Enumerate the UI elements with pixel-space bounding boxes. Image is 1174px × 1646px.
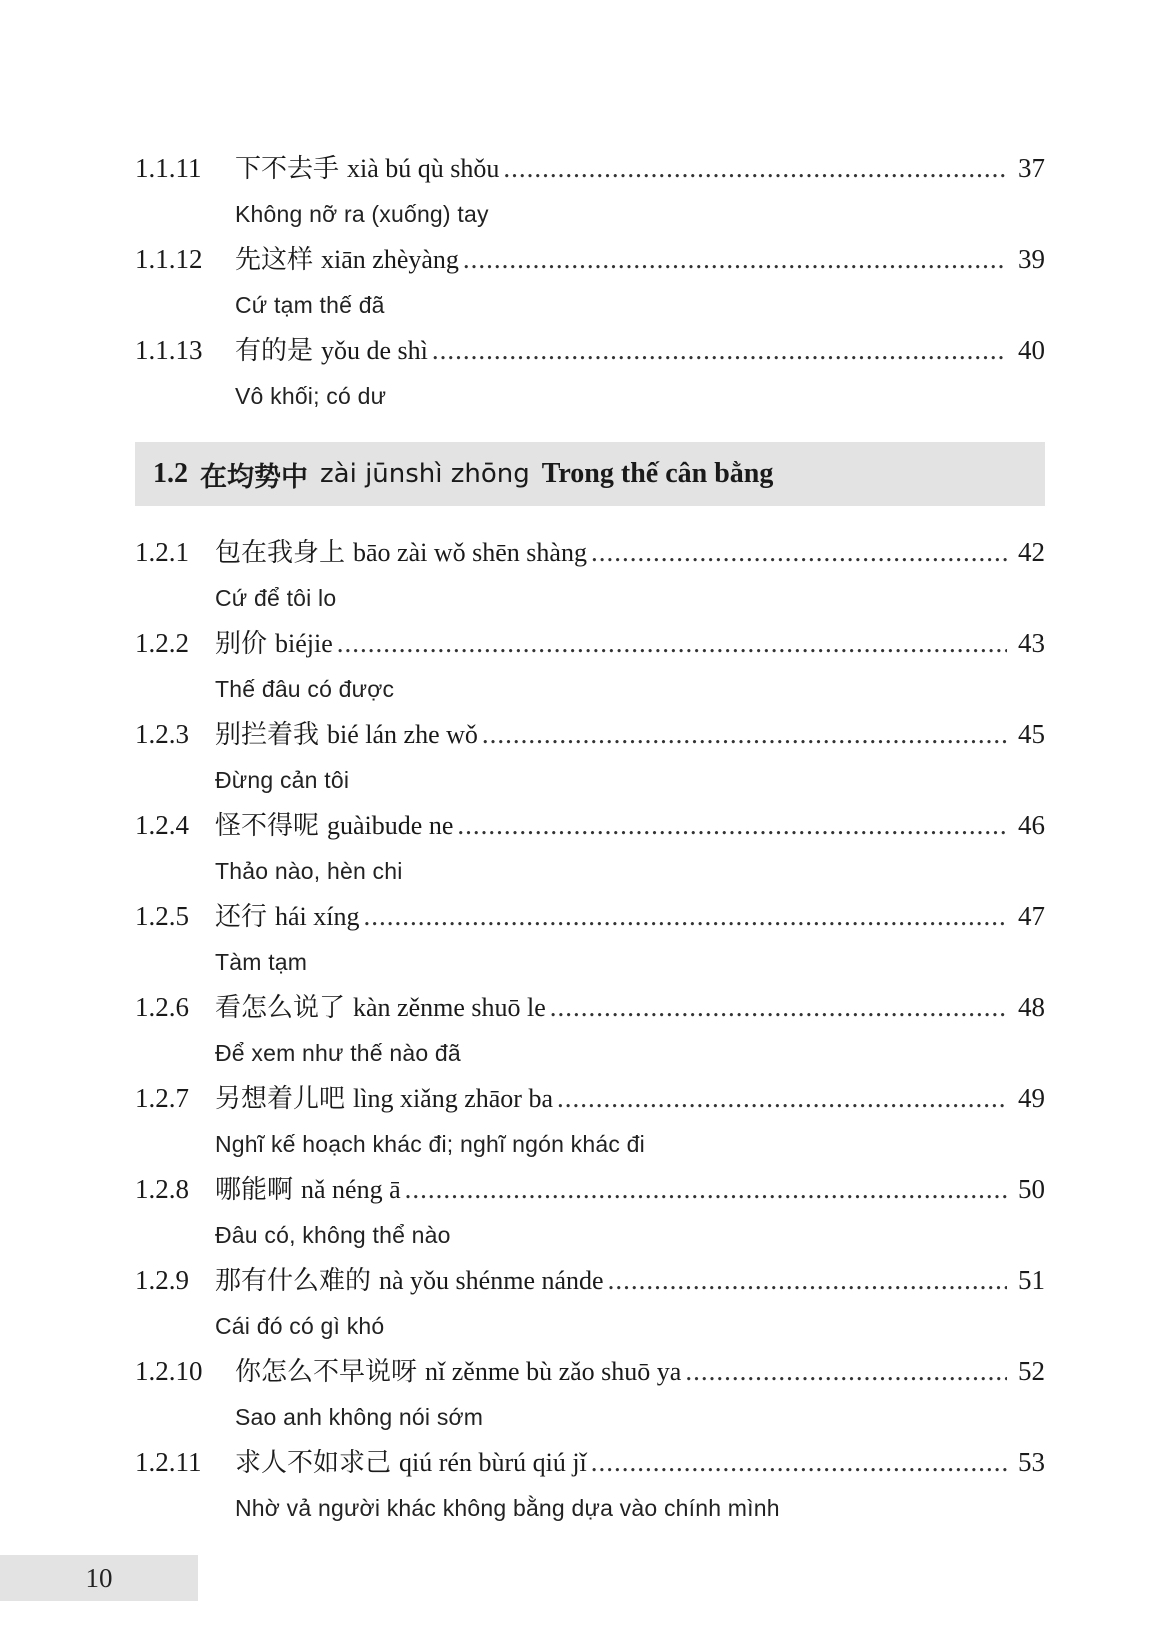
entry-page-number: 39 bbox=[1018, 244, 1045, 274]
dot-leader bbox=[364, 901, 1007, 932]
entry-meaning: Nghĩ kế hoạch khác đi; nghĩ ngón khác đi bbox=[215, 1131, 645, 1157]
page-number-tab bbox=[0, 1555, 198, 1601]
entry-page-number: 51 bbox=[1018, 1265, 1045, 1295]
entry-meaning: Cái đó có gì khó bbox=[215, 1313, 385, 1339]
entry-hanzi: 包在我身上 bbox=[215, 538, 346, 568]
entry-number: 1.2.11 bbox=[135, 1447, 202, 1477]
entry-meaning: Cứ để tôi lo bbox=[215, 585, 337, 611]
entry-meaning: Vô khối; có dư bbox=[235, 383, 387, 409]
toc-entry[interactable] bbox=[135, 1169, 1045, 1260]
entry-number: 1.2.10 bbox=[135, 1356, 203, 1386]
entry-page-number: 49 bbox=[1018, 1083, 1045, 1113]
dot-leader bbox=[503, 153, 1007, 184]
entry-pinyin: bié lán zhe wǒ bbox=[327, 720, 478, 749]
toc-group-1-2 bbox=[135, 532, 1045, 1533]
section-pinyin: zài jūnshì zhōng bbox=[320, 459, 530, 489]
entry-hanzi: 别价 bbox=[215, 629, 268, 659]
dot-leader bbox=[482, 719, 1007, 750]
entry-page-number: 50 bbox=[1018, 1174, 1045, 1204]
dot-leader bbox=[457, 810, 1007, 841]
section-hanzi: 在均势中 bbox=[200, 461, 308, 493]
entry-hanzi: 哪能啊 bbox=[215, 1175, 294, 1205]
toc-entry[interactable] bbox=[135, 1442, 1045, 1533]
dot-leader bbox=[591, 1447, 1007, 1478]
entry-number: 1.2.8 bbox=[135, 1174, 189, 1204]
toc-entry[interactable] bbox=[135, 714, 1045, 805]
entry-meaning: Đâu có, không thể nào bbox=[215, 1222, 451, 1248]
entry-number: 1.2.5 bbox=[135, 901, 189, 931]
entry-number: 1.1.12 bbox=[135, 244, 203, 274]
entry-number: 1.2.9 bbox=[135, 1265, 189, 1295]
entry-page-number: 37 bbox=[1018, 153, 1045, 183]
toc-entry[interactable] bbox=[135, 623, 1045, 714]
entry-page-number: 42 bbox=[1018, 537, 1045, 567]
toc-entry[interactable] bbox=[135, 330, 1045, 421]
entry-pinyin: nà yǒu shénme nánde bbox=[379, 1266, 604, 1295]
entry-page-number: 47 bbox=[1018, 901, 1045, 931]
toc-entry[interactable] bbox=[135, 896, 1045, 987]
dot-leader bbox=[591, 537, 1007, 568]
dot-leader bbox=[557, 1083, 1007, 1114]
toc-entry[interactable] bbox=[135, 1351, 1045, 1442]
entry-number: 1.2.4 bbox=[135, 810, 189, 840]
dot-leader bbox=[405, 1174, 1007, 1205]
section-number: 1.2 bbox=[153, 458, 188, 489]
entry-pinyin: xià bú qù shǒu bbox=[347, 154, 500, 183]
entry-pinyin: lìng xiǎng zhāor ba bbox=[353, 1084, 554, 1113]
entry-number: 1.2.2 bbox=[135, 628, 189, 658]
entry-pinyin: biéjie bbox=[275, 629, 333, 658]
entry-hanzi: 先这样 bbox=[235, 245, 314, 275]
entry-pinyin: guàibude ne bbox=[327, 811, 454, 840]
dot-leader bbox=[337, 628, 1007, 659]
dot-leader bbox=[685, 1356, 1007, 1387]
entry-number: 1.2.6 bbox=[135, 992, 189, 1022]
entry-pinyin: kàn zěnme shuō le bbox=[353, 993, 546, 1022]
entry-pinyin: hái xíng bbox=[275, 902, 360, 931]
toc-entry[interactable] bbox=[135, 148, 1045, 239]
entry-hanzi: 别拦着我 bbox=[215, 720, 320, 750]
entry-meaning: Tàm tạm bbox=[215, 949, 308, 975]
entry-pinyin: xiān zhèyàng bbox=[321, 245, 459, 274]
toc-entry[interactable] bbox=[135, 987, 1045, 1078]
entry-number: 1.2.7 bbox=[135, 1083, 189, 1113]
entry-page-number: 45 bbox=[1018, 719, 1045, 749]
toc-group-1-1 bbox=[135, 148, 1045, 421]
entry-pinyin: nǎ néng ā bbox=[301, 1175, 401, 1204]
entry-hanzi: 有的是 bbox=[235, 336, 314, 366]
entry-pinyin: yǒu de shì bbox=[321, 336, 428, 365]
entry-hanzi: 你怎么不早说呀 bbox=[235, 1357, 418, 1387]
toc-entry[interactable] bbox=[135, 1078, 1045, 1169]
entry-meaning: Không nỡ ra (xuống) tay bbox=[235, 201, 489, 227]
entry-number: 1.1.13 bbox=[135, 335, 203, 365]
section-heading-bar[interactable] bbox=[135, 442, 1045, 506]
entry-hanzi: 另想着儿吧 bbox=[215, 1084, 346, 1114]
entry-pinyin: nǐ zěnme bù zǎo shuō ya bbox=[425, 1357, 682, 1386]
dot-leader bbox=[432, 335, 1007, 366]
toc-entry[interactable] bbox=[135, 532, 1045, 623]
dot-leader bbox=[463, 244, 1007, 275]
toc-entry[interactable] bbox=[135, 1260, 1045, 1351]
entry-page-number: 52 bbox=[1018, 1356, 1045, 1386]
entry-page-number: 40 bbox=[1018, 335, 1045, 365]
entry-page-number: 53 bbox=[1018, 1447, 1045, 1477]
dot-leader bbox=[608, 1265, 1007, 1296]
entry-meaning: Để xem như thế nào đã bbox=[215, 1040, 461, 1066]
entry-meaning: Cứ tạm thế đã bbox=[235, 292, 385, 318]
entry-number: 1.1.11 bbox=[135, 153, 202, 183]
entry-number: 1.2.1 bbox=[135, 537, 189, 567]
toc-entry[interactable] bbox=[135, 239, 1045, 330]
entry-meaning: Nhờ vả người khác không bằng dựa vào chính mình bbox=[235, 1495, 780, 1521]
entry-pinyin: qiú rén bùrú qiú jǐ bbox=[399, 1448, 587, 1477]
entry-hanzi: 下不去手 bbox=[235, 154, 340, 184]
dot-leader bbox=[550, 992, 1007, 1023]
entry-meaning: Thảo nào, hèn chi bbox=[215, 858, 403, 884]
entry-meaning: Đừng cản tôi bbox=[215, 767, 350, 793]
entry-hanzi: 那有什么难的 bbox=[215, 1266, 372, 1296]
entry-hanzi: 求人不如求己 bbox=[235, 1448, 392, 1478]
entry-hanzi: 看怎么说了 bbox=[215, 993, 346, 1023]
toc-entry[interactable] bbox=[135, 805, 1045, 896]
page-number: 10 bbox=[85, 1562, 113, 1593]
entry-hanzi: 还行 bbox=[215, 902, 268, 932]
entry-pinyin: bāo zài wǒ shēn shàng bbox=[353, 538, 587, 567]
entry-meaning: Sao anh không nói sớm bbox=[235, 1404, 484, 1430]
entry-page-number: 48 bbox=[1018, 992, 1045, 1022]
entry-page-number: 43 bbox=[1018, 628, 1045, 658]
entry-number: 1.2.3 bbox=[135, 719, 189, 749]
entry-page-number: 46 bbox=[1018, 810, 1045, 840]
section-title: Trong thế cân bằng bbox=[541, 458, 774, 489]
entry-meaning: Thế đâu có được bbox=[215, 676, 395, 702]
entry-hanzi: 怪不得呢 bbox=[215, 811, 320, 841]
